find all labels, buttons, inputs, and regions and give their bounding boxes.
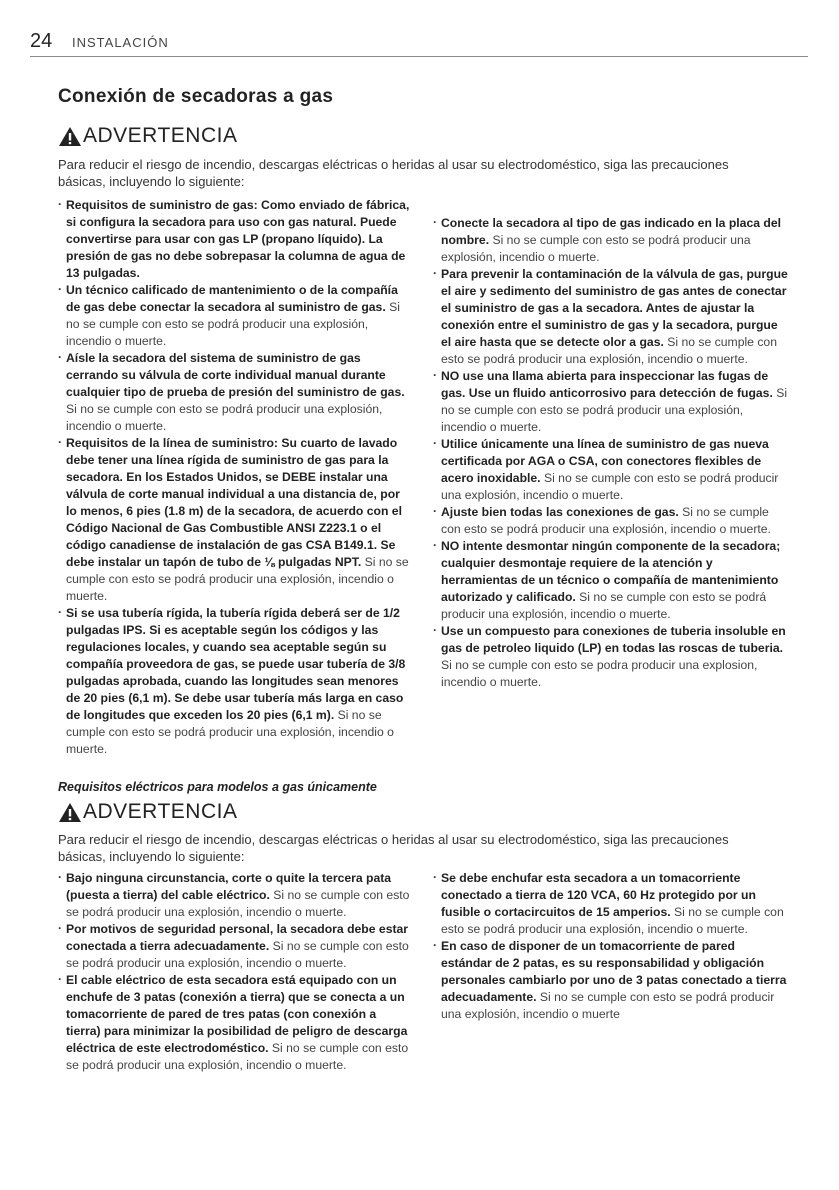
warning-label: ADVERTENCIA: [83, 124, 238, 147]
warning-list-item: [58, 350, 410, 435]
warning-item-bold-text: En caso de disponer de un tomacorriente de pared estándar de 2 patas, es su responsabilidad y obligación personales cambiarlo por uno de 3 patas conectado a tierra adecuadamente.: [441, 939, 787, 1004]
warning-item-bold-text: Bajo ninguna circunstancia, corte o quite la tercera pata (puesta a tierra) del cable eléctrico.: [66, 871, 392, 902]
warning-item-consequence-text: Si no se cumple con esto se podrá producir una explosión, incendio o muerte.: [441, 335, 777, 366]
warning-list-item: [58, 921, 410, 972]
warning-heading: [58, 124, 237, 148]
warning-item-bold-text: NO use una llama abierta para inspeccionar las fugas de gas. Use un fluido anticorrosivo para detección de fugas.: [441, 369, 773, 400]
warning-item-bold-text: Use un compuesto para conexiones de tuberia insoluble en gas de petroleo liquido (LP) en todas las roscas de tuberia.: [441, 624, 786, 655]
warning-intro-2: Para reducir el riesgo de incendio, descargas eléctricas o heridas al usar su electrodoméstico, siga las precauciones básicas, incluyendo lo siguiente:: [58, 832, 729, 864]
warning-heading-2: [58, 800, 237, 824]
warning2-left-column: [58, 870, 410, 1074]
warning-item-bold-text: Utilice únicamente una línea de suministro de gas nueva certificada por AGA o CSA, con conectores flexibles de acero inoxidable.: [441, 437, 769, 485]
warning-item-consequence-text: Si no se cumple con esto se podrá producir una explosión, incendio o muerte.: [66, 1041, 409, 1072]
warning-item-consequence-text: Si no se cumple con esto se podrá producir una explosión, incendio o muerte.: [66, 402, 383, 433]
page-header: [30, 30, 808, 57]
warning2-right-column: [433, 870, 788, 1023]
warning-item-bold-text: Requisitos de la línea de suministro: Su cuarto de lavado debe tener una línea rígida de suministro de gas para la secadora. En los Estados Unidos, se DEBE instalar una válvula de corte manual individual a una distancia de, por lo menos, 6 pies (1.8 m) de la secadora, de acuerdo con el Código Nacional de Gas Combustible ANSI Z223.1 o el código canadiense de instalación de gas CSA B149.1. Se debe instalar un tapón de tubo de ⅛ pulgadas NPT.: [66, 436, 402, 569]
warning-item-consequence-text: Si no se cumple con esto se podrá producir una explosión, incendio o muerte.: [441, 905, 784, 936]
warning-item-bold-text: Para prevenir la contaminación de la válvula de gas, purgue el aire y sedimento del suministro de gas antes de conectar el suministro de gas a la secadora. Antes de ajustar la conexión entre el suministro de gas y la secadora, purgue el aire hasta que se detecte olor a gas.: [441, 267, 788, 349]
warning-item-consequence-text: Si no se cumple con esto se podrá producir una explosión, incendio o muerte.: [66, 939, 409, 970]
section-label: INSTALACIÓN: [72, 35, 169, 50]
warning-item-consequence-text: Si no se cumple con esto se podrá producir una explosión, incendio o muerte.: [441, 386, 788, 434]
warning-list-item: [433, 538, 788, 623]
warning-item-consequence-text: Si no se cumple con esto se podra producir una explosion, incendio o muerte.: [441, 658, 758, 689]
warning-item-bold-text: Aísle la secadora del sistema de suministro de gas cerrando su válvula de corte individual manual durante cualquier tipo de prueba de presión del suministro de gas.: [66, 351, 405, 399]
warning-triangle-icon: [58, 126, 82, 147]
warning-item-consequence-text: Si no se cumple con esto se podrá producir una explosión, incendio o muerte.: [66, 888, 410, 919]
warning-item-bold-text: El cable eléctrico de esta secadora está equipado con un enchufe de 3 patas (conexión a tierra) que se conecta a un tomacorriente de pared de tres patas (con conexión a tierra) para minimizar la posibilidad de peligro de descarga eléctrica de este electrodoméstico.: [66, 973, 408, 1055]
warning-item-consequence-text: Si no se cumple con esto se podrá producir una explosión, incendio o muerte.: [441, 233, 751, 264]
warning-list-item: [58, 197, 410, 282]
warning-label-2: ADVERTENCIA: [83, 800, 238, 823]
warning-item-consequence-text: Si no se cumple con esto se podrá producir una explosión, incendio o muerte.: [66, 555, 409, 603]
warning-list-item: [58, 605, 410, 758]
warning-item-consequence-text: Si no se cumple con esto se podrá producir una explosión, incendio o muerte.: [66, 708, 394, 756]
warning1-left-column: [58, 197, 410, 758]
warning-list-item: [433, 266, 788, 368]
warning-item-bold-text: Requisitos de suministro de gas: Como enviado de fábrica, si configura la secadora para uso con gas natural. Puede convertirse para usar con gas LP (propano líquido). La presión de gas no debe sobrepasar la columna de agua de 13 pulgadas.: [66, 198, 410, 280]
warning-item-consequence-text: Si no se cumple con esto se podrá producir una explosión, incendio o muerte: [441, 990, 775, 1021]
warning-item-bold-text: Ajuste bien todas las conexiones de gas.: [441, 505, 679, 519]
warning-item-bold-text: NO intente desmontar ningún componente de la secadora; cualquier desmontaje requiere de la atención y herramientas de un técnico o compañía de mantenimiento autorizado y calificado.: [441, 539, 781, 604]
warning-list-item: [433, 215, 788, 266]
warning-list-item: [58, 870, 410, 921]
warning-list-item: [58, 972, 410, 1074]
warning-list-item: [433, 938, 788, 1023]
warning-list-item: [58, 435, 410, 605]
section-title: Conexión de secadoras a gas: [58, 86, 334, 107]
warning-list-item: [433, 870, 788, 938]
warning-triangle-icon: [58, 802, 82, 823]
warning-list-item: [58, 282, 410, 350]
warning-item-bold-text: Un técnico calificado de mantenimiento o de la compañía de gas debe conectar la secadora al suministro de gas.: [66, 283, 398, 314]
warning-item-bold-text: Por motivos de seguridad personal, la secadora debe estar conectada a tierra adecuadamente.: [66, 922, 409, 953]
warning-list-item: [433, 623, 788, 691]
warning-item-bold-text: Si se usa tubería rígida, la tubería rígida deberá ser de 1/2 pulgadas IPS. Si es aceptable según los códigos y las regulaciones locales, y cuando sea aceptable según su compañía proveedora de gas, se puede usar tubería de 3/8 pulgadas aprobada, cuando las longitudes sean menores de 20 pies (6,1 m). Se debe usar tubería más larga en caso de longitudes que exceden los 20 pies (6,1 m).: [66, 606, 406, 722]
warning1-right-column: [433, 215, 788, 691]
electrical-requirements-subheading: Requisitos eléctricos para modelos a gas únicamente: [58, 780, 377, 794]
warning-intro: Para reducir el riesgo de incendio, descargas eléctricas o heridas al usar su electrodoméstico, siga las precauciones básicas, incluyendo lo siguiente:: [58, 157, 729, 189]
warning-list-item: [433, 504, 788, 538]
page-number: 24: [30, 30, 53, 52]
warning-item-consequence-text: Si no se cumple con esto se podrá producir una explosión, incendio o muerte.: [66, 300, 400, 348]
warning-item-consequence-text: Si no se cumple con esto se podrá producir una explosión, incendio o muerte.: [441, 505, 771, 536]
warning-item-bold-text: Se debe enchufar esta secadora a un tomacorriente conectado a tierra de 120 VCA, 60 Hz protegido por un fusible o cortacircuitos de 15 amperios.: [441, 871, 756, 919]
warning-item-consequence-text: Si no se cumple con esto se podrá producir una explosión, incendio o muerte.: [441, 471, 779, 502]
warning-list-item: [433, 436, 788, 504]
warning-list-item: [433, 368, 788, 436]
warning-item-bold-text: Conecte la secadora al tipo de gas indicado en la placa del nombre.: [441, 216, 782, 247]
warning-item-consequence-text: Si no se cumple con esto se podrá producir una explosión, incendio o muerte.: [441, 590, 767, 621]
